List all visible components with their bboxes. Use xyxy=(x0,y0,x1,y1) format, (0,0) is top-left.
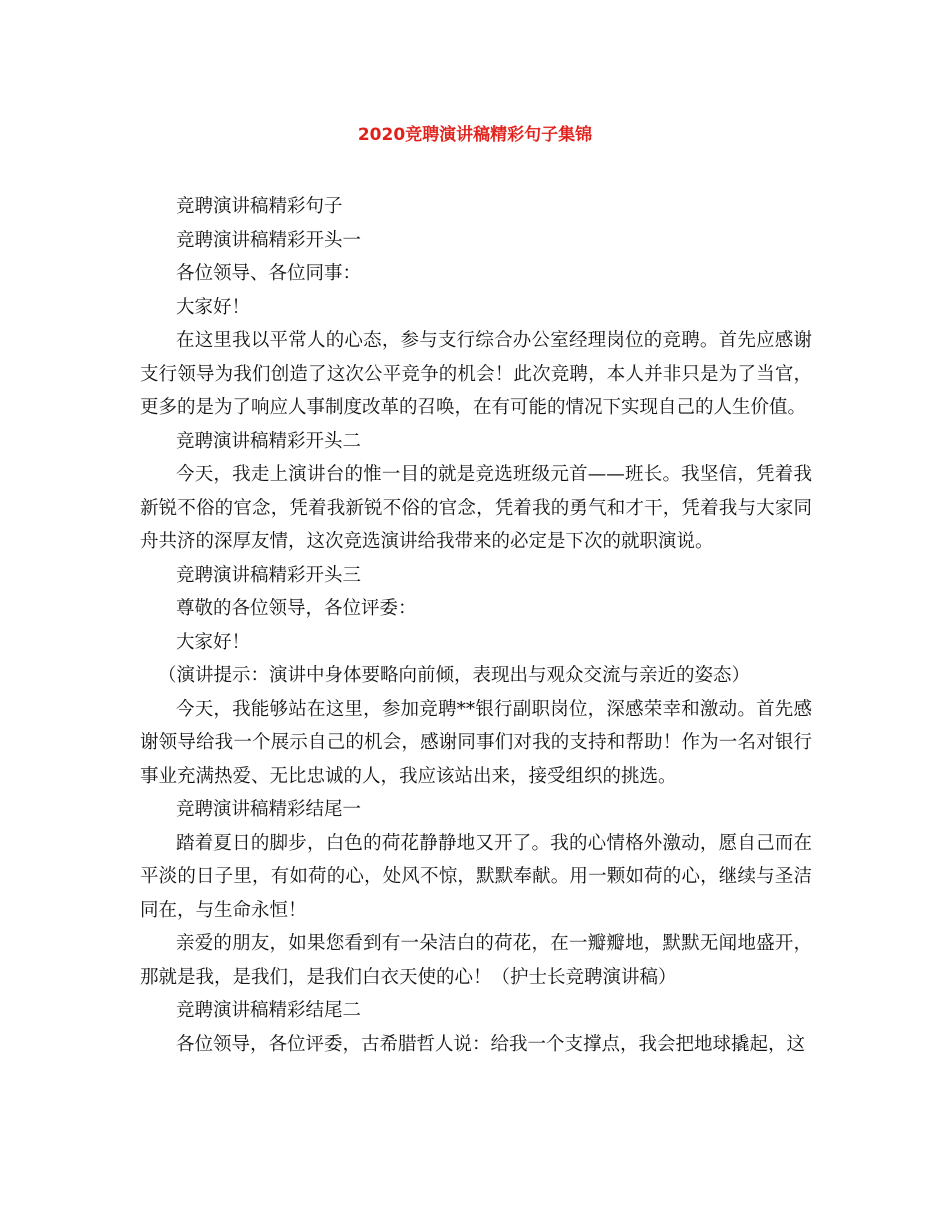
paragraph: 尊敬的各位领导，各位评委： xyxy=(176,598,417,619)
paragraph: 竞聘演讲稿精彩句子 xyxy=(176,196,343,217)
paragraph: 大家好！ xyxy=(176,631,251,653)
section-heading: 竞聘演讲稿精彩结尾一 xyxy=(176,799,362,820)
paragraph: 在这里我以平常人的心态，参与支行综合办公室经理岗位的竞聘。首先应感谢支行领导为我们创造了这次公平竞争的机会！此次竞聘，本人并非只是为了当官，更多的是为了响应人事制度改革的召唤，在有可能的情况下实现自己的人生价值。 xyxy=(140,330,812,418)
paragraph: 大家好！ xyxy=(176,296,251,318)
paragraph: 今天，我走上演讲台的惟一目的就是竞选班级元首——班长。我坚信，凭着我新锐不俗的官念，凭着我新锐不俗的官念，凭着我的勇气和才干，凭着我与大家同舟共济的深厚友情，这次竞选演讲给我带来的必定是下次的就职演说。 xyxy=(140,464,812,552)
paragraph: 各位领导，各位评委，古希腊哲人说：给我一个支撑点，我会把地球撬起，这 xyxy=(176,1033,806,1055)
section-heading: 竞聘演讲稿精彩开头二 xyxy=(176,430,362,452)
paragraph: 踏着夏日的脚步，白色的荷花静静地又开了。我的心情格外激动，愿自己而在平淡的日子里，有如荷的心，处风不惊，默默奉献。用一颗如荷的心，继续与圣洁同在，与生命永恒！ xyxy=(140,832,812,921)
paragraph: 今天，我能够站在这里，参加竞聘**银行副职岗位，深感荣幸和激动。首先感谢领导给我一个展示自己的机会，感谢同事们对我的支持和帮助！作为一名对银行事业充满热爱、无比忠诚的人，我应该站出来，接受组织的挑选。 xyxy=(140,698,812,787)
paragraph: 各位领导、各位同事： xyxy=(176,263,362,284)
document-body xyxy=(140,190,812,1061)
paragraph: （演讲提示：演讲中身体要略向前倾，表现出与观众交流与亲近的姿态） xyxy=(158,665,751,686)
section-heading: 竞聘演讲稿精彩结尾二 xyxy=(176,1000,362,1021)
section-heading: 竞聘演讲稿精彩开头三 xyxy=(176,564,362,586)
section-heading: 竞聘演讲稿精彩开头一 xyxy=(176,229,362,251)
document-title: 2020竞聘演讲稿精彩句子集锦 xyxy=(357,125,593,145)
paragraph: 亲爱的朋友，如果您看到有一朵洁白的荷花，在一瓣瓣地，默默无闻地盛开，那就是我，是我们，是我们白衣天使的心！（护士长竞聘演讲稿） xyxy=(140,933,812,988)
